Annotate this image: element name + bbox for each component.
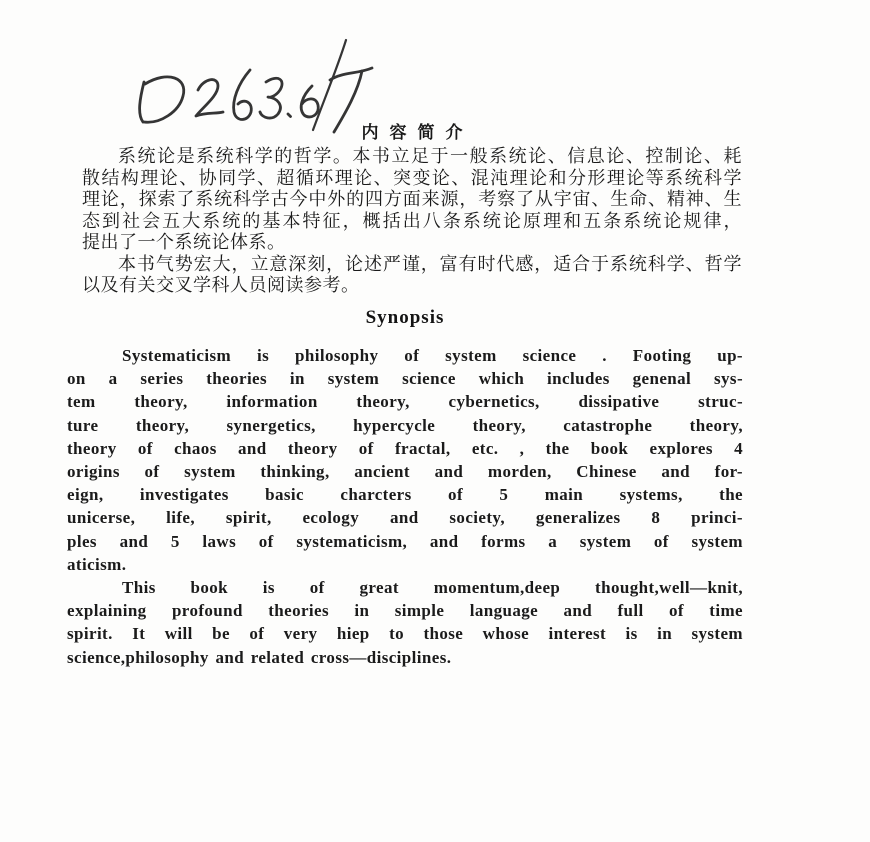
text-line: 系统论是系统科学的哲学。本书立足于一般系统论、信息论、控制论、耗 <box>118 146 742 166</box>
text-line: origins of system thinking, ancient and morden, Chinese and for- <box>67 462 743 482</box>
text-line: ples and 5 laws of systematicism, and forms a system of system <box>67 531 743 551</box>
text-line: tem theory, information theory, cybernetics, dissipative struc- <box>67 392 743 412</box>
text-line: theory of chaos and theory of fractal, etc. , the book explores 4 <box>67 438 743 458</box>
text-line: 本书气势宏大，立意深刻，论述严谨，富有时代感，适合于系统科学、哲学 <box>118 253 742 274</box>
text-line: This book is of great momentum,deep thought,well—knit, <box>122 578 743 598</box>
text-line: spirit. It will be of very hiep to those whose interest is in system <box>67 624 743 644</box>
text-line: explaining profound theories in simple language and full of time <box>67 601 743 621</box>
synopsis-text <box>67 344 743 669</box>
text-line: 态到社会五大系统的基本特征，概括出八条系统论原理和五条系统论规律， <box>82 210 742 231</box>
text-line: eign, investigates basic charcters of 5 main systems, the <box>67 485 743 505</box>
text-line: on a series theories in system science which includes genenal sys- <box>67 369 743 389</box>
cn-intro-text <box>82 146 742 297</box>
text-line: Systematicism is philosophy of system science . Footing up- <box>122 346 743 365</box>
text-line: 提出了一个系统论体系。 <box>82 232 286 252</box>
text-line: science,philosophy and related cross—disciplines. <box>67 647 452 667</box>
text-line: unicerse, life, spirit, ecology and society, generalizes 8 princi- <box>67 508 743 528</box>
text-line: 以及有关交叉学科人员阅读参考。 <box>82 275 360 295</box>
text-line: ture theory, synergetics, hypercycle theory, catastrophe theory, <box>67 415 743 435</box>
cn-intro-heading: 内容简介 <box>361 123 474 142</box>
synopsis-heading: Synopsis <box>365 307 445 328</box>
text-line: aticism. <box>67 554 127 574</box>
text-line: 理论，探索了系统科学古今中外的四方面来源，考察了从宇宙、生命、精神、生 <box>82 189 742 209</box>
text-line: 散结构理论、协同学、超循环理论、突变论、混沌理论和分形理论等系统科学 <box>82 167 742 188</box>
